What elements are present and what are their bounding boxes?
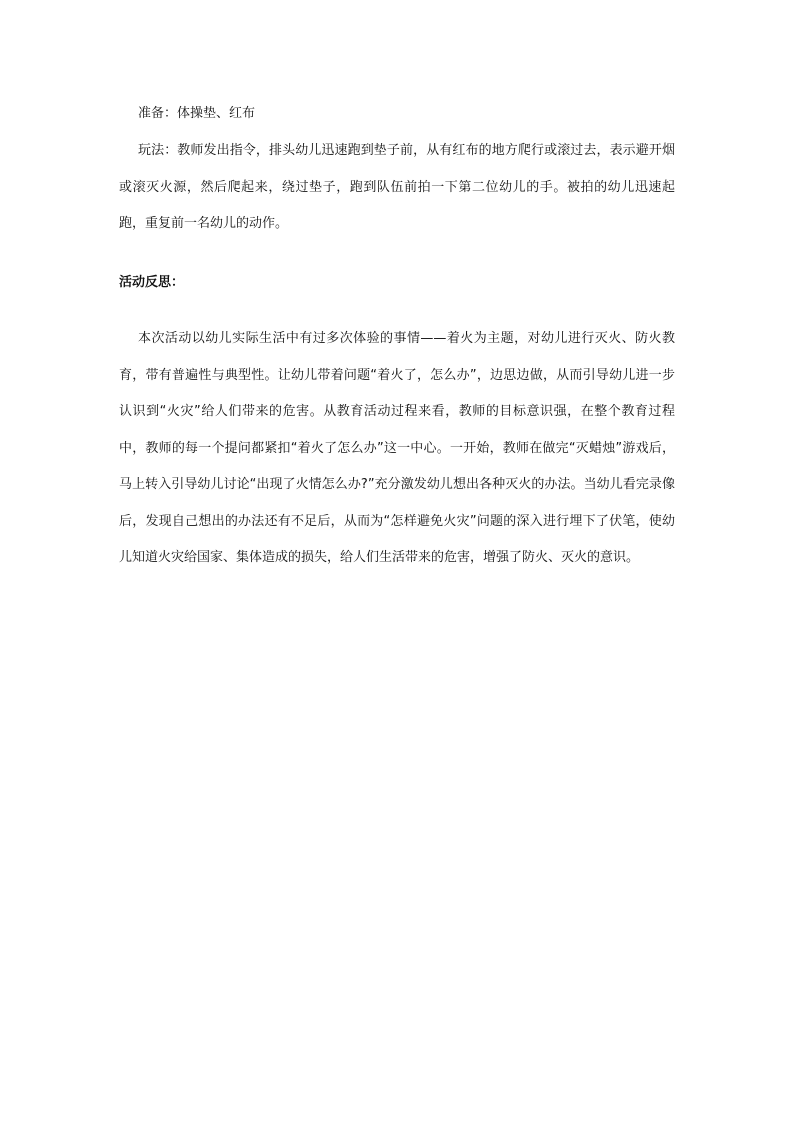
reflection-paragraph: 本次活动以幼儿实际生活中有过多次体验的事情——着火为主题，对幼儿进行灭火、防火教育，带有普遍性与典型性。让幼儿带着问题“着火了，怎么办”，边思边做，从而引导幼儿进一步认识到“火灾”给人们带来的危害。从教育活动过程来看，教师的目标意识强，在整个教育过程中，教师的每一个提问都紧扣“着火了怎么办”这一中心。一开始，教师在做完“灭蜡烛”游戏后，马上转入引导幼儿讨论“出现了火情怎么办?”充分激发幼儿想出各种灭火的办法。当幼儿看完录像后，发现自己想出的办法还有不足后，从而为“怎样避免火灾”问题的深入进行埋下了伏笔，使幼儿知道火灾给国家、集体造成的损失，给人们生活带来的危害，增强了防火、灭火的意识。 — [119, 331, 675, 565]
reflection-heading: 活动反思： — [119, 275, 185, 290]
preparation-paragraph: 准备：体操垫、红布 — [138, 106, 256, 121]
gameplay-paragraph: 玩法：教师发出指令，排头幼儿迅速跑到垫子前，从有红布的地方爬行或滚过去，表示避开烟或滚灭火源，然后爬起来，绕过垫子，跑到队伍前拍一下第二位幼儿的手。被拍的幼儿迅速起跑，重复前一名幼儿的动作。 — [119, 143, 675, 231]
